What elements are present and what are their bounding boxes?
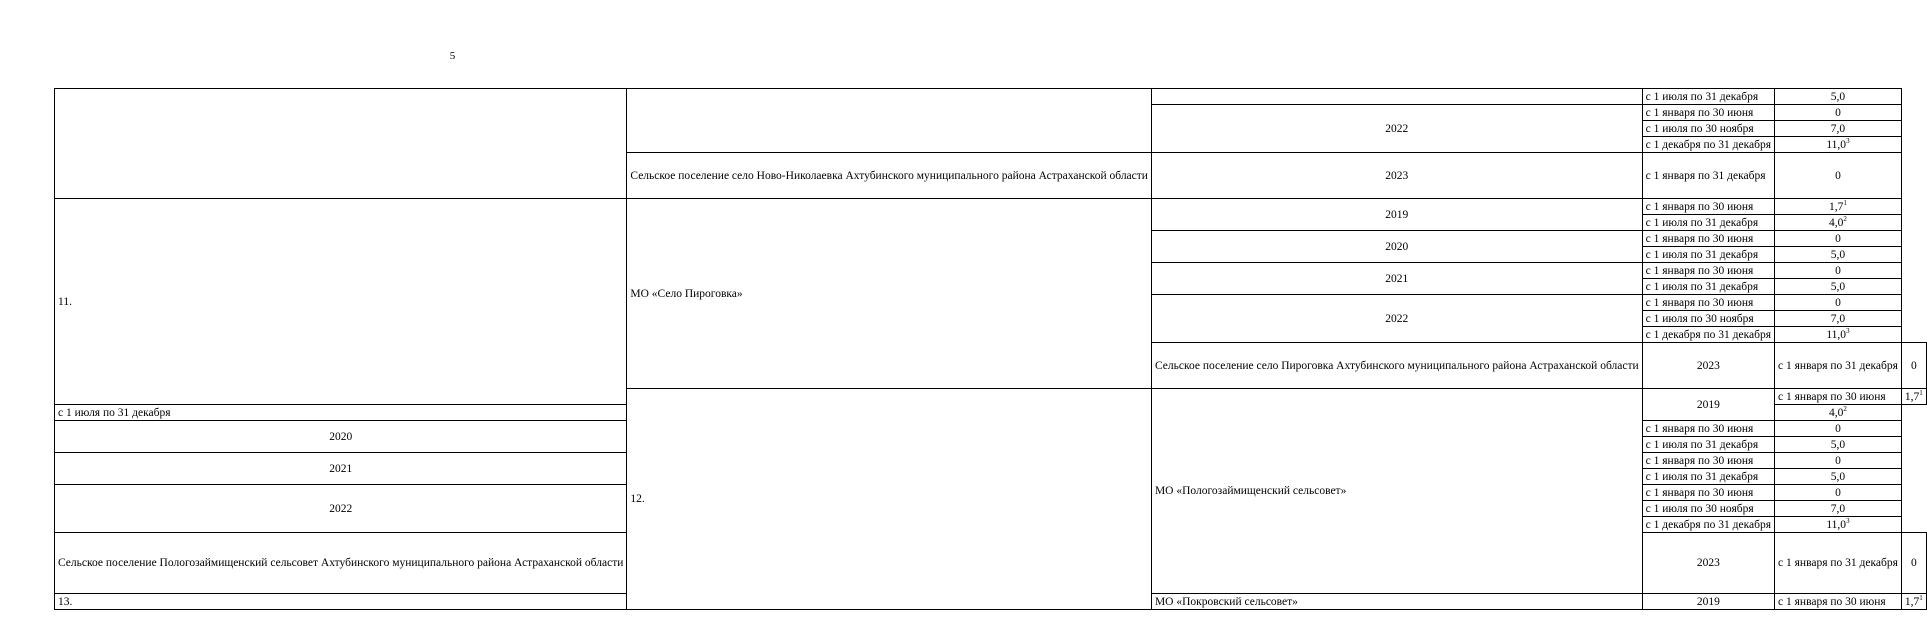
tariff-value: 0 — [1835, 422, 1841, 435]
period-cell: с 1 июля по 31 декабря — [1642, 437, 1774, 453]
municipality-name-cell: Сельское поселение Пологозаймищенский сельсовет Ахтубинского муниципального района Астраханской области — [55, 533, 627, 594]
period-cell: с 1 декабря по 31 декабря — [1642, 137, 1774, 153]
tariff-value-cell — [1775, 89, 1902, 105]
tariff-value: 0 — [1835, 486, 1841, 499]
table-row — [55, 199, 1927, 215]
year-cell: 2022 — [1151, 105, 1642, 153]
footnote-marker: 1 — [1919, 593, 1923, 602]
tariff-value-cell — [1775, 153, 1902, 199]
year-cell: 2019 — [1642, 594, 1774, 610]
period-cell: с 1 января по 30 июня — [1642, 485, 1774, 501]
footnote-marker: 1 — [1843, 198, 1847, 207]
tariff-value: 11,0 — [1826, 518, 1847, 531]
tariff-value: 1,7 — [1829, 200, 1844, 213]
period-cell: с 1 декабря по 31 декабря — [1642, 327, 1774, 343]
period-cell: с 1 июля по 31 декабря — [1642, 247, 1774, 263]
tariff-value-cell — [1775, 311, 1902, 327]
tariff-value-cell — [1775, 105, 1902, 121]
period-cell: с 1 июля по 31 декабря — [1642, 215, 1774, 231]
tariff-value: 5,0 — [1830, 470, 1846, 483]
year-cell: 2023 — [1151, 153, 1642, 199]
tariff-value-cell — [1775, 453, 1902, 469]
period-cell: с 1 июля по 31 декабря — [1642, 89, 1774, 105]
tariff-value: 5,0 — [1830, 438, 1846, 451]
page-number: 5 — [449, 50, 456, 62]
period-cell: с 1 июля по 31 декабря — [1642, 279, 1774, 295]
period-cell: с 1 июля по 31 декабря — [55, 405, 627, 421]
year-cell: 2023 — [1642, 533, 1774, 594]
tariff-value-cell — [1901, 594, 1926, 610]
tariff-value-cell — [1775, 405, 1902, 421]
tariff-value-cell — [1775, 437, 1902, 453]
tariff-value: 5,0 — [1830, 280, 1846, 293]
period-cell: с 1 июля по 30 ноября — [1642, 501, 1774, 517]
municipality-name-cell — [627, 89, 1152, 153]
tariff-value: 7,0 — [1830, 122, 1846, 135]
footnote-marker: 2 — [1843, 214, 1847, 223]
tariff-value-cell — [1901, 389, 1926, 405]
row-number-cell: 11. — [55, 199, 627, 405]
tariff-value-cell — [1775, 469, 1902, 485]
period-cell: с 1 июля по 30 ноября — [1642, 311, 1774, 327]
tariff-value: 0 — [1835, 232, 1841, 245]
tariff-value-cell — [1775, 215, 1902, 231]
period-cell: с 1 января по 31 декабря — [1775, 343, 1902, 389]
tariff-value: 0 — [1910, 359, 1917, 372]
period-cell: с 1 января по 30 июня — [1642, 295, 1774, 311]
year-cell: 2020 — [55, 421, 627, 453]
year-cell: 2019 — [1642, 389, 1774, 421]
footnote-marker: 3 — [1846, 136, 1850, 145]
period-cell: с 1 января по 30 июня — [1642, 105, 1774, 121]
municipality-name-cell: МО «Покровский сельсовет» — [1151, 594, 1642, 610]
tariff-value-cell — [1775, 517, 1902, 533]
year-cell: 2020 — [1151, 231, 1642, 263]
tariff-value-cell — [1775, 279, 1902, 295]
tariff-value-cell — [1775, 501, 1902, 517]
tariff-value-cell — [1775, 121, 1902, 137]
period-cell: с 1 января по 30 июня — [1775, 594, 1902, 610]
period-cell: с 1 января по 30 июня — [1642, 453, 1774, 469]
footnote-marker: 3 — [1846, 326, 1850, 335]
year-cell: 2021 — [55, 453, 627, 485]
tariff-value-cell — [1901, 343, 1926, 389]
period-cell: с 1 января по 31 декабря — [1642, 153, 1774, 199]
footnote-marker: 1 — [1919, 388, 1923, 397]
tariff-value-cell — [1775, 247, 1902, 263]
tariff-value: 11,0 — [1826, 328, 1847, 341]
footnote-marker: 2 — [1843, 404, 1847, 413]
period-cell: с 1 января по 30 июня — [1642, 263, 1774, 279]
period-cell: с 1 июля по 30 ноября — [1642, 121, 1774, 137]
tariff-value-cell — [1775, 231, 1902, 247]
year-cell: 2023 — [1642, 343, 1774, 389]
footnote-marker: 3 — [1846, 516, 1850, 525]
year-cell: 2021 — [1151, 263, 1642, 295]
tariff-table-body — [55, 89, 1927, 610]
period-cell: с 1 января по 30 июня — [1642, 421, 1774, 437]
period-cell: с 1 января по 30 июня — [1775, 389, 1902, 405]
tariff-value: 11,0 — [1826, 138, 1847, 151]
tariff-value: 7,0 — [1830, 312, 1846, 325]
municipality-name-cell: МО «Село Пироговка» — [627, 199, 1152, 389]
tariff-value: 5,0 — [1830, 248, 1846, 261]
period-cell: с 1 июля по 31 декабря — [1642, 469, 1774, 485]
tariff-value-cell — [1775, 327, 1902, 343]
period-cell: с 1 января по 30 июня — [1642, 231, 1774, 247]
year-cell: 2019 — [1151, 199, 1642, 231]
period-cell: с 1 января по 31 декабря — [1775, 533, 1902, 594]
tariff-value-cell — [1775, 485, 1902, 501]
tariff-value: 0 — [1910, 557, 1917, 569]
tariff-value: 5,0 — [1830, 90, 1846, 103]
row-number-cell: 12. — [627, 389, 1152, 610]
tariff-table — [54, 88, 1927, 610]
tariff-value-cell — [1775, 137, 1902, 153]
municipality-name-cell: МО «Пологозаймищенский сельсовет» — [1151, 389, 1642, 594]
tariff-value: 0 — [1835, 296, 1841, 309]
tariff-value-cell — [1901, 533, 1926, 594]
year-cell: 2022 — [1151, 295, 1642, 343]
tariff-value: 4,0 — [1829, 216, 1844, 229]
tariff-value: 4,0 — [1829, 406, 1844, 419]
tariff-value-cell — [1775, 199, 1902, 215]
tariff-value: 1,7 — [1904, 390, 1920, 403]
tariff-value: 0 — [1835, 106, 1841, 119]
table-row — [55, 89, 1927, 105]
tariff-value-cell — [1775, 295, 1902, 311]
period-cell: с 1 января по 30 июня — [1642, 199, 1774, 215]
year-cell: 2022 — [55, 485, 627, 533]
row-number-cell — [55, 89, 627, 199]
municipality-name-cell: Сельское поселение село Ново-Николаевка Ахтубинского муниципального района Астраханской области — [627, 153, 1152, 199]
tariff-value: 7,0 — [1830, 502, 1846, 515]
tariff-value-cell — [1775, 263, 1902, 279]
tariff-value: 1,7 — [1904, 595, 1920, 608]
tariff-value: 0 — [1835, 264, 1841, 277]
year-cell — [1151, 89, 1642, 105]
period-cell: с 1 декабря по 31 декабря — [1642, 517, 1774, 533]
row-number-cell: 13. — [55, 594, 627, 610]
municipality-name-cell: Сельское поселение село Пироговка Ахтубинского муниципального района Астраханской области — [1151, 343, 1642, 389]
tariff-value-cell — [1775, 421, 1902, 437]
tariff-value: 0 — [1835, 169, 1841, 182]
tariff-value: 0 — [1835, 454, 1841, 467]
